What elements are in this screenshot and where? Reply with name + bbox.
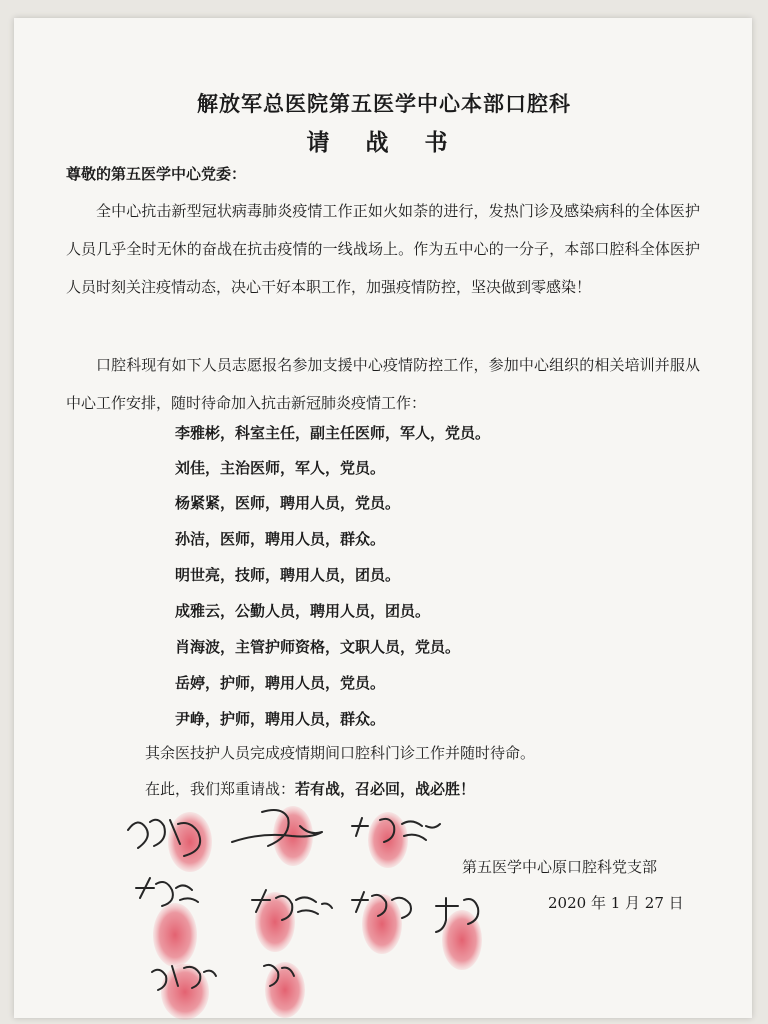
- personnel-item: 成雅云，公勤人员，聘用人员，团员。: [175, 602, 431, 620]
- document-date: 2020 年 1 月 27 日: [548, 894, 684, 912]
- fingerprint: [362, 894, 402, 954]
- personnel-item: 刘佳，主治医师，军人，党员。: [175, 459, 386, 477]
- fingerprint: [265, 962, 305, 1018]
- personnel-item: 尹峥，护师，聘用人员，群众。: [175, 710, 386, 728]
- fingerprint: [153, 903, 197, 967]
- personnel-item: 明世亮，技师，聘用人员，团员。: [175, 566, 401, 584]
- personnel-item: 孙洁，医师，聘用人员，群众。: [175, 530, 386, 548]
- closing-line: 其余医技护人员完成疫情期间口腔科门诊工作并随时待命。: [145, 744, 536, 762]
- document-subtitle: 请 战 书: [306, 129, 462, 156]
- fingerprint: [161, 964, 209, 1020]
- document-title: 解放军总医院第五医学中心本部口腔科: [197, 91, 571, 116]
- organization-name: 第五医学中心原口腔科党支部: [462, 858, 658, 876]
- personnel-item: 杨紧紧，医师，聘用人员，党员。: [175, 494, 401, 512]
- personnel-item: 李雅彬，科室主任，副主任医师，军人，党员。: [175, 424, 491, 442]
- personnel-item: 岳婷，护师，聘用人员，党员。: [175, 674, 386, 692]
- pledge-prefix: 在此，我们郑重请战：: [145, 780, 296, 798]
- salutation: 尊敬的第五医学中心党委：: [66, 165, 247, 183]
- personnel-item: 肖海波，主管护师资格，文职人员，党员。: [175, 638, 461, 656]
- pledge-bold: 若有战，召必回，战必胜！: [295, 780, 476, 798]
- fingerprint: [168, 812, 212, 872]
- signature: [136, 878, 198, 906]
- paragraph-1: 全中心抗击新型冠状病毒肺炎疫情工作正如火如荼的进行，发热门诊及感染病科的全体医护人员几乎全时无休的奋战在抗击疫情的一线战场上。作为五中心的一分子，本部口腔科全体医护人员时刻关注疫情动态，决心干好本职工作，加强疫情防控，坚决做到零感染！: [66, 202, 700, 296]
- paragraph-2: 口腔科现有如下人员志愿报名参加支援中心疫情防控工作，参加中心组织的相关培训并服从中心工作安排，随时待命加入抗击新冠肺炎疫情工作：: [66, 356, 700, 412]
